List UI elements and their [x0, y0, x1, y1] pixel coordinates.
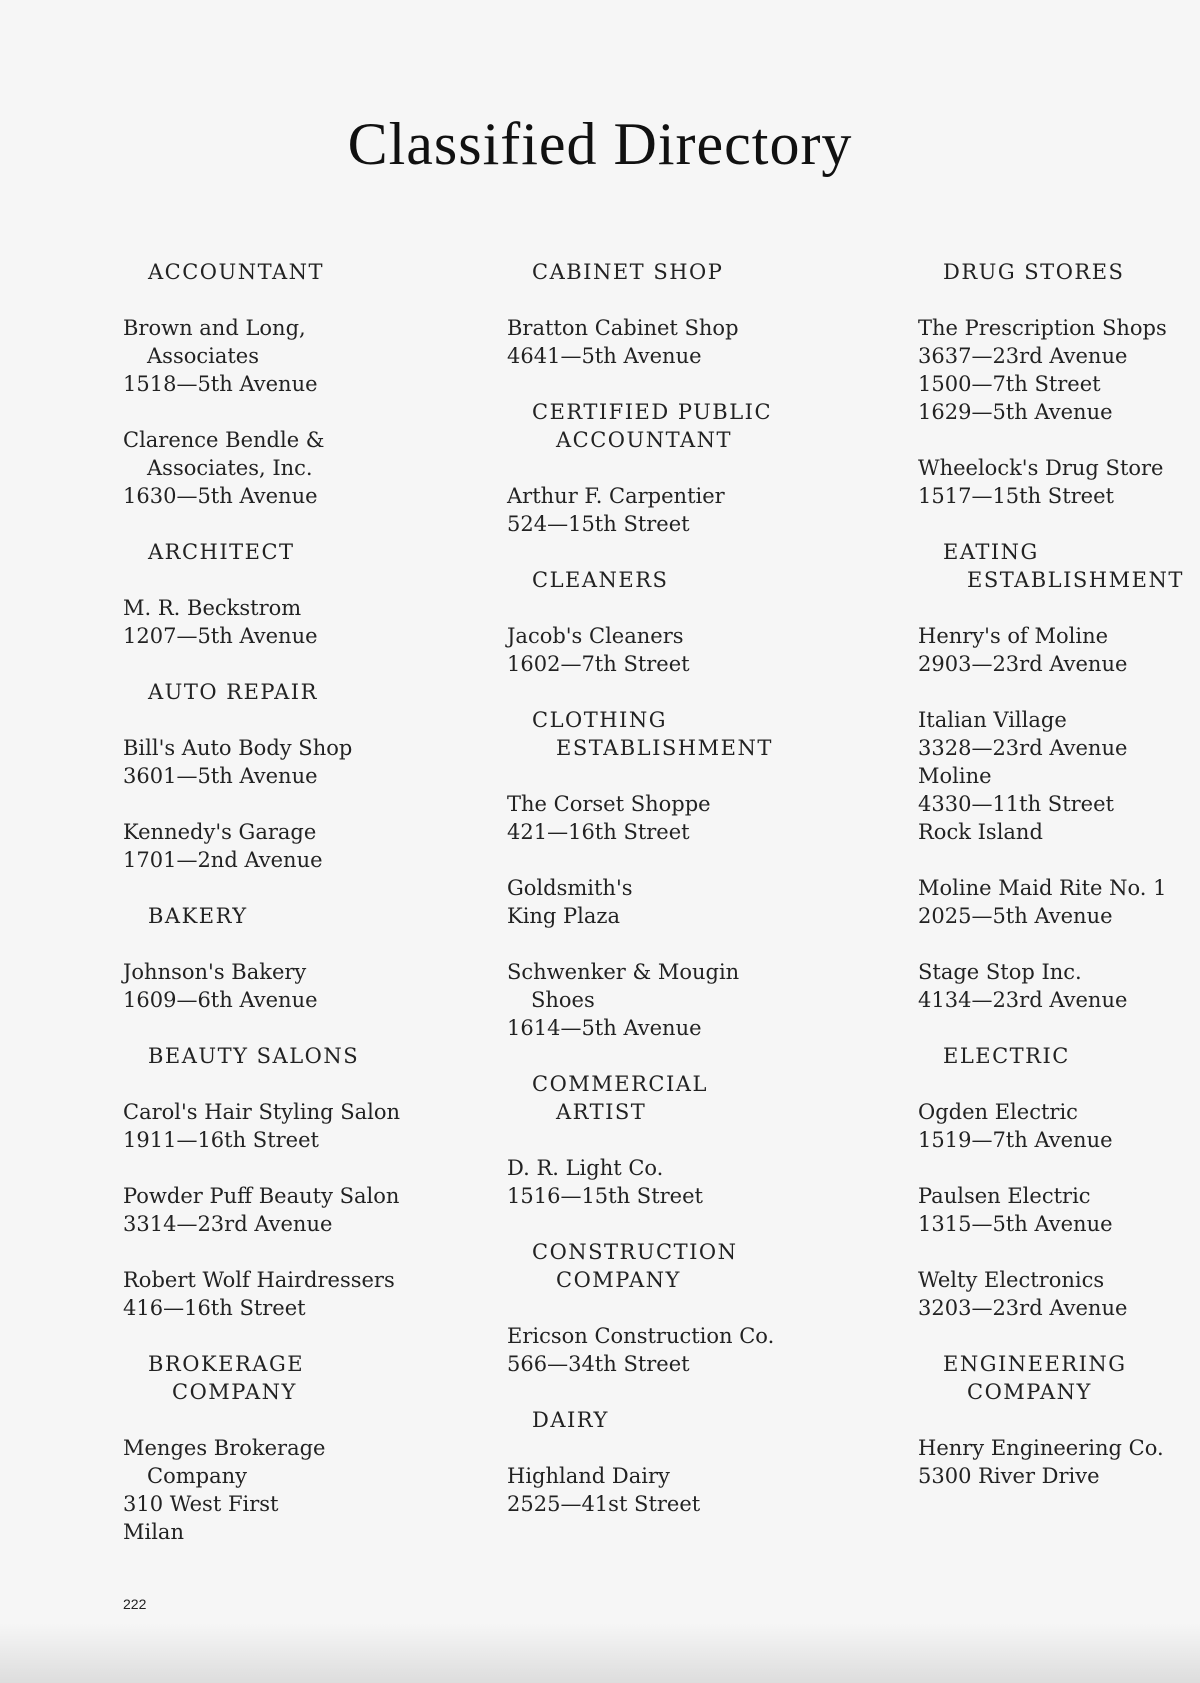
- directory-entry: [123, 426, 453, 510]
- directory-section: [918, 1042, 1193, 1322]
- entry-address-line: 5300 River Drive: [918, 1464, 1100, 1488]
- directory-entry: [507, 314, 837, 370]
- entry-name: Paulsen Electric: [918, 1184, 1091, 1208]
- directory-entry: [123, 734, 453, 790]
- directory-column-1: [123, 258, 453, 1574]
- directory-entry: [123, 1098, 453, 1154]
- section-heading: [532, 398, 837, 454]
- section-heading: [532, 1406, 837, 1434]
- section-heading: [532, 1238, 837, 1294]
- section-heading: [532, 706, 837, 762]
- directory-section: [507, 1238, 837, 1378]
- section-heading-line: ARCHITECT: [148, 540, 295, 564]
- entry-name: Jacob's Cleaners: [507, 624, 684, 648]
- entry-address-line: Associates: [147, 344, 260, 368]
- section-heading-line: CABINET SHOP: [532, 260, 724, 284]
- entry-name: Clarence Bendle &: [123, 428, 325, 452]
- directory-entry: [507, 958, 837, 1042]
- directory-section: [507, 1070, 837, 1210]
- directory-section: [507, 566, 837, 678]
- entry-name: M. R. Beckstrom: [123, 596, 302, 620]
- entry-address-line: 1609—6th Avenue: [123, 988, 318, 1012]
- entry-name: Ogden Electric: [918, 1100, 1078, 1124]
- section-heading-line: ACCOUNTANT: [148, 260, 324, 284]
- directory-entry: [123, 594, 453, 650]
- entry-address-line: 1500—7th Street: [918, 372, 1101, 396]
- section-heading: [943, 538, 1193, 594]
- directory-entry: [918, 314, 1193, 426]
- section-heading-line: BEAUTY SALONS: [148, 1044, 360, 1068]
- directory-entry: [123, 314, 453, 398]
- section-heading-line: BAKERY: [148, 904, 248, 928]
- entry-address-line: 4641—5th Avenue: [507, 344, 702, 368]
- section-heading-line: CLOTHING: [532, 708, 667, 732]
- section-heading-line: BROKERAGE: [148, 1352, 305, 1376]
- entry-address-line: 421—16th Street: [507, 820, 690, 844]
- entry-name: Johnson's Bakery: [123, 960, 307, 984]
- entry-address-line: 1207—5th Avenue: [123, 624, 318, 648]
- entry-address-line: 1630—5th Avenue: [123, 484, 318, 508]
- directory-entry: [918, 706, 1193, 846]
- entry-name: Robert Wolf Hairdressers: [123, 1268, 395, 1292]
- entry-name: Italian Village: [918, 708, 1067, 732]
- section-heading: [148, 1042, 453, 1070]
- directory-entry: [507, 790, 837, 846]
- section-heading-line: COMPANY: [172, 1380, 297, 1404]
- entry-address-line: 2025—5th Avenue: [918, 904, 1113, 928]
- entry-name: Moline Maid Rite No. 1: [918, 876, 1167, 900]
- entry-name: Arthur F. Carpentier: [507, 484, 725, 508]
- section-heading: [148, 678, 453, 706]
- entry-name: Stage Stop Inc.: [918, 960, 1082, 984]
- entry-address-line: Moline: [918, 764, 992, 788]
- directory-section: [123, 538, 453, 650]
- directory-section: [507, 398, 837, 538]
- entry-name: Henry's of Moline: [918, 624, 1109, 648]
- entry-address-line: 1519—7th Avenue: [918, 1128, 1113, 1152]
- section-heading-line: ARTIST: [556, 1100, 647, 1124]
- entry-address-line: 3203—23rd Avenue: [918, 1296, 1128, 1320]
- entry-address-line: 1516—15th Street: [507, 1184, 703, 1208]
- entry-address-line: 1517—15th Street: [918, 484, 1114, 508]
- directory-section: [123, 902, 453, 1014]
- directory-entry: [918, 1098, 1193, 1154]
- entry-name: D. R. Light Co.: [507, 1156, 664, 1180]
- section-heading-line: ELECTRIC: [943, 1044, 1070, 1068]
- entry-address-line: 1518—5th Avenue: [123, 372, 318, 396]
- directory-entry: [507, 1322, 837, 1378]
- entry-address-line: 524—15th Street: [507, 512, 690, 536]
- entry-address-line: King Plaza: [507, 904, 620, 928]
- entry-name: Bratton Cabinet Shop: [507, 316, 739, 340]
- directory-entry: [507, 1154, 837, 1210]
- entry-name: Bill's Auto Body Shop: [123, 736, 353, 760]
- directory-section: [507, 706, 837, 1042]
- directory-entry: [918, 1266, 1193, 1322]
- directory-section: [507, 258, 837, 370]
- entry-name: Wheelock's Drug Store: [918, 456, 1164, 480]
- entry-address-line: 1315—5th Avenue: [918, 1212, 1113, 1236]
- directory-entry: [507, 482, 837, 538]
- entry-name: Schwenker & Mougin: [507, 960, 740, 984]
- section-heading-line: CERTIFIED PUBLIC: [532, 400, 773, 424]
- entry-name: Goldsmith's: [507, 876, 633, 900]
- page-edge-shadow: [0, 1623, 1200, 1683]
- entry-address-line: 1614—5th Avenue: [507, 1016, 702, 1040]
- entry-address-line: 1911—16th Street: [123, 1128, 319, 1152]
- entry-name: Welty Electronics: [918, 1268, 1105, 1292]
- entry-name: Henry Engineering Co.: [918, 1436, 1164, 1460]
- entry-address-line: 310 West First: [123, 1492, 279, 1516]
- directory-section: [123, 1042, 453, 1322]
- entry-name: Highland Dairy: [507, 1464, 670, 1488]
- directory-section: [123, 1350, 453, 1546]
- entry-address-line: Shoes: [531, 988, 595, 1012]
- entry-name: Powder Puff Beauty Salon: [123, 1184, 400, 1208]
- page-number: 222: [123, 1596, 147, 1612]
- section-heading-line: COMMERCIAL: [532, 1072, 708, 1096]
- section-heading: [148, 258, 453, 286]
- section-heading-line: CLEANERS: [532, 568, 669, 592]
- directory-entry: [918, 622, 1193, 678]
- entry-name: The Prescription Shops: [918, 316, 1167, 340]
- section-heading-line: EATING: [943, 540, 1039, 564]
- entry-address-line: 416—16th Street: [123, 1296, 306, 1320]
- directory-section: [507, 1406, 837, 1518]
- directory-entry: [918, 874, 1193, 930]
- directory-section: [123, 258, 453, 510]
- directory-column-2: [507, 258, 837, 1546]
- directory-entry: [507, 1462, 837, 1518]
- section-heading-line: ACCOUNTANT: [556, 428, 732, 452]
- section-heading-line: ESTABLISHMENT: [556, 736, 773, 760]
- entry-address-line: Rock Island: [918, 820, 1043, 844]
- directory-section: [123, 678, 453, 874]
- entry-address-line: 2525—41st Street: [507, 1492, 701, 1516]
- entry-name: The Corset Shoppe: [507, 792, 711, 816]
- section-heading: [148, 538, 453, 566]
- section-heading-line: ESTABLISHMENT: [967, 568, 1184, 592]
- directory-section: [918, 1350, 1193, 1490]
- section-heading-line: CONSTRUCTION: [532, 1240, 738, 1264]
- section-heading: [943, 1042, 1193, 1070]
- directory-entry: [507, 622, 837, 678]
- directory-column-3: [918, 258, 1193, 1518]
- entry-address-line: 4330—11th Street: [918, 792, 1114, 816]
- entry-address-line: Associates, Inc.: [147, 456, 313, 480]
- section-heading-line: DAIRY: [532, 1408, 609, 1432]
- directory-entry: [123, 1266, 453, 1322]
- entry-address-line: 4134—23rd Avenue: [918, 988, 1128, 1012]
- directory-entry: [123, 958, 453, 1014]
- section-heading: [148, 1350, 453, 1406]
- directory-entry: [918, 1434, 1193, 1490]
- directory-entry: [507, 874, 837, 930]
- entry-address-line: Company: [147, 1464, 247, 1488]
- page-title: Classified Directory: [347, 111, 853, 177]
- entry-address-line: 1629—5th Avenue: [918, 400, 1113, 424]
- entry-name: Menges Brokerage: [123, 1436, 326, 1460]
- entry-address-line: 1602—7th Street: [507, 652, 690, 676]
- section-heading: [148, 902, 453, 930]
- directory-entry: [918, 454, 1193, 510]
- entry-address-line: 3637—23rd Avenue: [918, 344, 1128, 368]
- entry-address-line: Milan: [123, 1520, 184, 1544]
- entry-address-line: 3601—5th Avenue: [123, 764, 318, 788]
- entry-address-line: 3328—23rd Avenue: [918, 736, 1128, 760]
- section-heading: [532, 566, 837, 594]
- section-heading-line: ENGINEERING: [943, 1352, 1127, 1376]
- directory-entry: [123, 1182, 453, 1238]
- directory-entry: [123, 1434, 453, 1546]
- section-heading-line: COMPANY: [967, 1380, 1092, 1404]
- entry-address-line: 3314—23rd Avenue: [123, 1212, 333, 1236]
- section-heading: [532, 258, 837, 286]
- entry-address-line: 2903—23rd Avenue: [918, 652, 1128, 676]
- directory-entry: [918, 1182, 1193, 1238]
- section-heading-line: DRUG STORES: [943, 260, 1125, 284]
- directory-entry: [918, 958, 1193, 1014]
- section-heading-line: AUTO REPAIR: [148, 680, 318, 704]
- entry-name: Brown and Long,: [123, 316, 306, 340]
- entry-name: Kennedy's Garage: [123, 820, 317, 844]
- directory-section: [918, 258, 1193, 510]
- entry-address-line: 1701—2nd Avenue: [123, 848, 323, 872]
- directory-entry: [123, 818, 453, 874]
- entry-name: Carol's Hair Styling Salon: [123, 1100, 401, 1124]
- directory-section: [918, 538, 1193, 1014]
- section-heading: [532, 1070, 837, 1126]
- entry-name: Ericson Construction Co.: [507, 1324, 775, 1348]
- section-heading: [943, 258, 1193, 286]
- section-heading-line: COMPANY: [556, 1268, 681, 1292]
- entry-address-line: 566—34th Street: [507, 1352, 690, 1376]
- section-heading: [943, 1350, 1193, 1406]
